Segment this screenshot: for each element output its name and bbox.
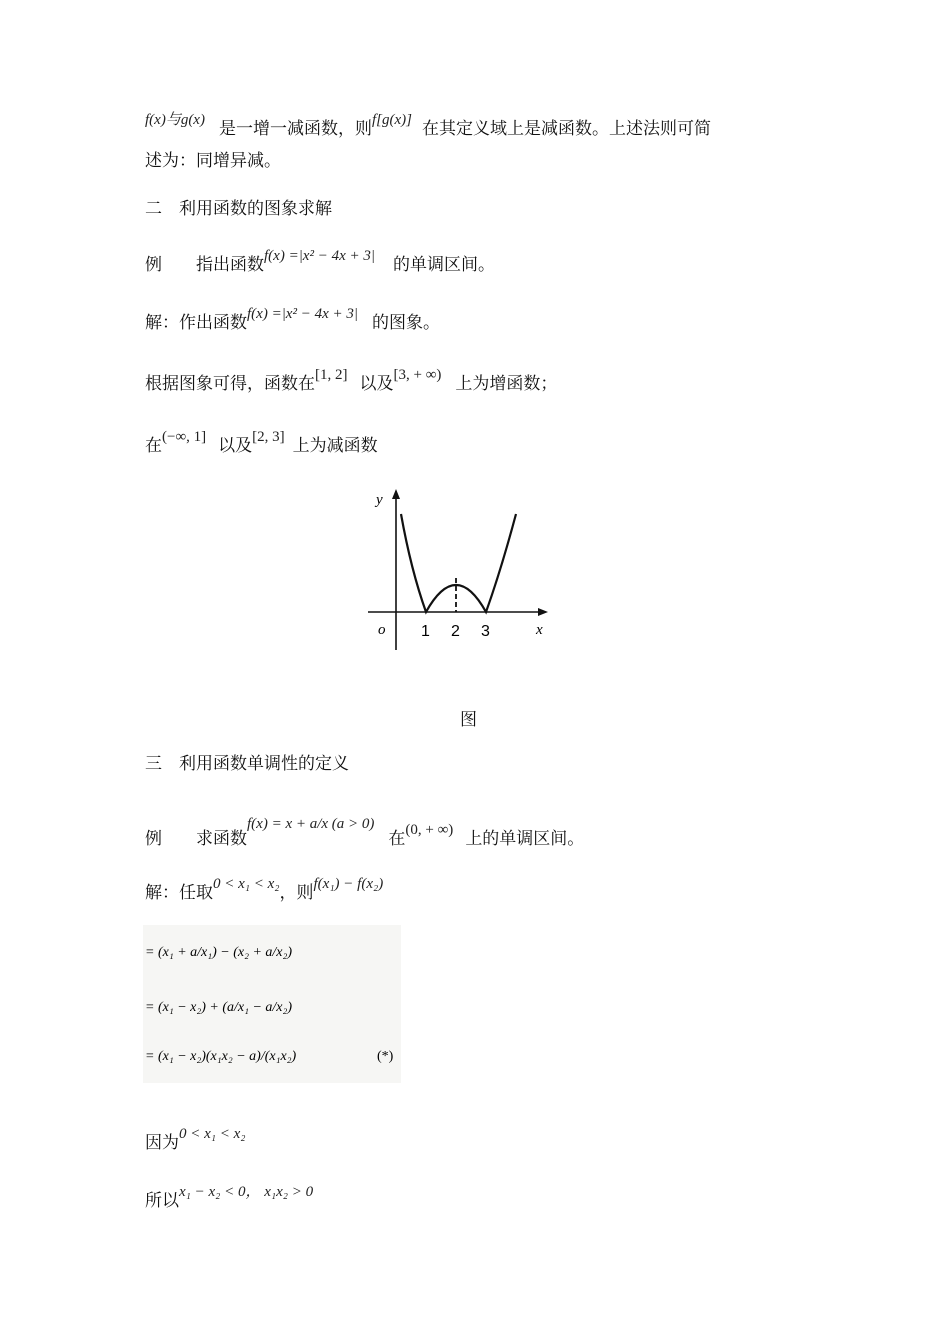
text: 所以: [145, 1191, 179, 1211]
paragraph-summary: [145, 150, 281, 172]
math-conclusion: x₁ − x₂ < 0， x₁x₂ > 0: [179, 1184, 314, 1200]
example-label: 例: [145, 829, 162, 849]
interval: (−∞, 1]: [162, 429, 207, 445]
tick-label-3: 3: [481, 623, 490, 640]
text: 以及: [359, 374, 394, 394]
interval: (0, + ∞): [405, 822, 454, 838]
text: 解：任取: [145, 883, 213, 903]
graph-svg: [362, 484, 552, 656]
section-heading-3: 三 利用函数单调性的定义: [145, 754, 349, 774]
text: 的单调区间。: [393, 255, 495, 275]
y-axis-label: y: [376, 492, 383, 508]
text: 在: [388, 829, 406, 849]
math-difference: f(x₁) − f(x₂): [313, 876, 384, 892]
tick-label-1: 1: [421, 623, 430, 640]
text: ，则: [279, 883, 314, 903]
math-x-plus-a-over-x: f(x) = x + a/x (a > 0): [247, 816, 375, 832]
text: 解：作出函数: [145, 313, 247, 333]
text: 在: [145, 436, 162, 456]
because-line: [145, 1126, 246, 1155]
text: 因为: [145, 1133, 179, 1153]
text: 上为减函数: [292, 436, 378, 456]
text: 是一增一减函数，则: [218, 119, 372, 139]
figure-caption: 图: [460, 710, 477, 730]
tick-label-2: 2: [451, 623, 460, 640]
math-inequality: 0 < x₁ < x₂: [213, 876, 280, 892]
function-graph: [362, 484, 552, 656]
x-axis-arrow: [538, 608, 548, 616]
x-axis-label: x: [536, 622, 543, 638]
result-increasing: [145, 367, 558, 396]
text: 上为增函数；: [455, 374, 558, 394]
origin-label: o: [378, 622, 386, 638]
text: 述为：同增异减。: [145, 151, 281, 171]
interval: [1, 2]: [315, 367, 348, 383]
derivation-line-2: = (x₁ − x₂) + (a/x₁ − a/x₂): [145, 1000, 293, 1015]
interval: [2, 3]: [252, 429, 285, 445]
solution-2: [145, 876, 384, 905]
math-inequality: 0 < x₁ < x₂: [179, 1126, 246, 1142]
y-axis-arrow: [392, 489, 400, 499]
derivation-line-3: = (x₁ − x₂)(x₁x₂ − a)/(x₁x₂): [145, 1049, 297, 1064]
derivation-line-1: = (x₁ + a/x₁) − (x₂ + a/x₂): [145, 945, 293, 960]
equation-mark: (*): [377, 1049, 394, 1064]
paragraph-composite-rule: [145, 112, 711, 141]
math-abs-quadratic: f(x) =|x² − 4x + 3|: [264, 248, 375, 264]
therefore-line: [145, 1184, 314, 1213]
derivation-block: [143, 925, 401, 1083]
math-abs-quadratic: f(x) =|x² − 4x + 3|: [247, 306, 358, 322]
math-f-and-g: f(x)与g(x): [145, 112, 205, 128]
interval: [3, + ∞): [393, 367, 442, 383]
example-2: [145, 816, 585, 851]
text: 的图象。: [372, 313, 440, 333]
text: 指出函数: [196, 255, 264, 275]
text: 上的单调区间。: [465, 829, 585, 849]
text: 在其定义域上是减函数。上述法则可简: [421, 119, 711, 139]
example-label: 例: [145, 255, 162, 275]
text: 以及: [218, 436, 253, 456]
abs-quadratic-curve: [401, 514, 516, 612]
solution-1: [145, 306, 440, 335]
example-1: [145, 248, 495, 277]
section-heading-2: 二 利用函数的图象求解: [145, 199, 332, 219]
result-decreasing: [145, 429, 378, 458]
text: 根据图象可得，函数在: [145, 374, 315, 394]
derivation-svg: [143, 925, 401, 1083]
math-f-of-g: f[g(x)]: [371, 112, 412, 128]
text: 求函数: [196, 829, 247, 849]
